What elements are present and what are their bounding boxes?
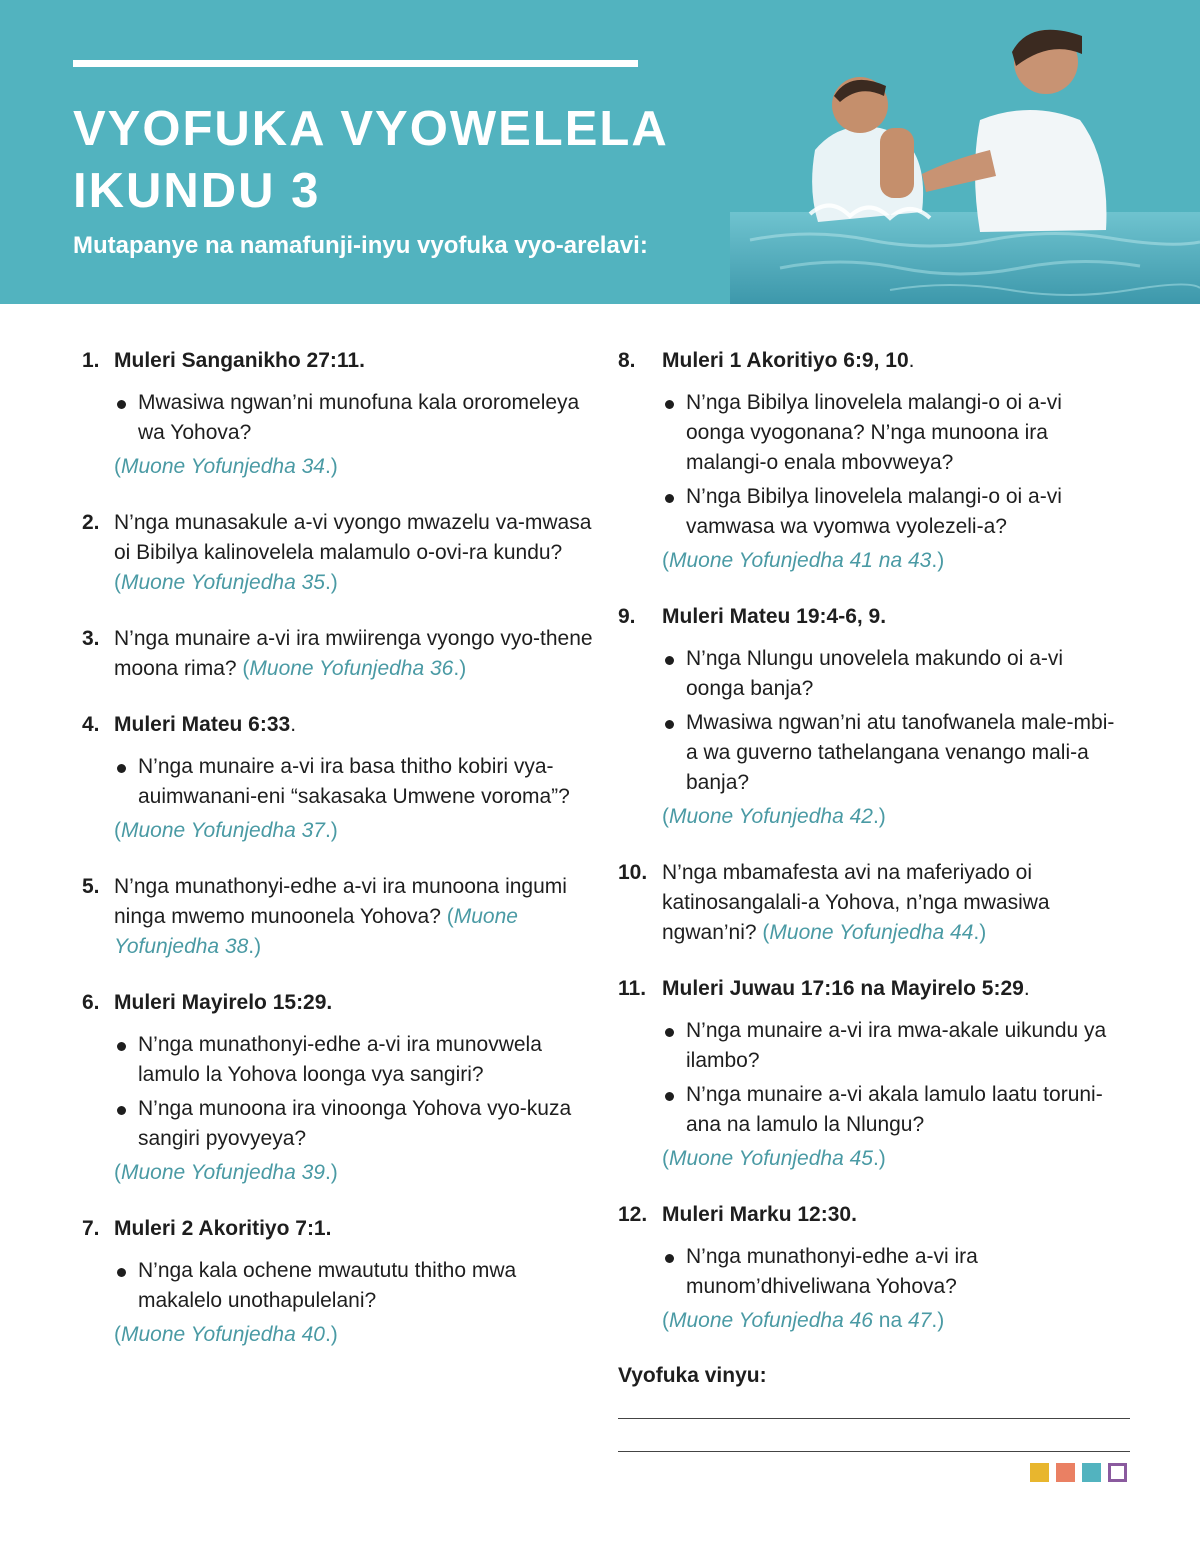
bullet-icon — [665, 1028, 674, 1037]
reference: (Muone Yofunjedha 34.) — [114, 455, 338, 478]
bullet-icon — [665, 1254, 674, 1263]
square-orange — [1056, 1463, 1075, 1482]
color-squares — [1030, 1463, 1127, 1482]
scripture-reading: Muleri 2 Akoritiyo 7:1. — [114, 1217, 332, 1240]
reference: (Muone Yofunjedha 37.) — [114, 819, 338, 842]
scripture-reading: Muleri Sanganikho 27:11. — [114, 349, 365, 372]
bullet-item: N’nga kala ochene mwaututu thitho mwa makalelo unothapulelani? — [114, 1256, 602, 1316]
question-text: N’nga munaire a-vi ira mwiirenga vyongo vyo-thene moona rima? (Muone Yofunjedha 36.) — [114, 627, 593, 680]
bullet-list — [662, 644, 1118, 798]
scripture-reading: Muleri Marku 12:30. — [662, 1203, 857, 1226]
question-number: 9. — [618, 605, 636, 628]
reference: (Muone Yofunjedha 42.) — [662, 805, 886, 828]
scripture-reading: Muleri Juwau 17:16 na Mayirelo 5:29. — [662, 977, 1030, 1000]
bullet-icon — [117, 1268, 126, 1277]
answer-line-1[interactable] — [618, 1418, 1130, 1419]
square-teal — [1082, 1463, 1101, 1482]
reference: (Muone Yofunjedha 40.) — [114, 1323, 338, 1346]
baptism-illustration — [690, 0, 1200, 304]
question-number: 2. — [82, 511, 100, 534]
square-yellow — [1030, 1463, 1049, 1482]
question-text: N’nga munathonyi-edhe a-vi ira munoona ingumi ninga mwemo munoonela Yohova? (Muone Yofunjedha 38.) — [114, 875, 567, 958]
bullet-icon — [665, 720, 674, 729]
answer-label: Vyofuka vinyu: — [618, 1364, 767, 1387]
reference: (Muone Yofunjedha 38.) — [114, 905, 518, 958]
question-number: 7. — [82, 1217, 100, 1240]
scripture-reading: Muleri Mateu 19:4-6, 9. — [662, 605, 887, 628]
page-title — [73, 98, 713, 222]
question-11 — [618, 974, 1118, 1174]
scripture-reading: Muleri 1 Akoritiyo 6:9, 10. — [662, 349, 915, 372]
bullet-list — [114, 752, 602, 812]
bullet-icon — [665, 1092, 674, 1101]
bullet-item: N’nga munaire a-vi ira basa thitho kobiri vya-auimwanani-eni “sakasaka Umwene voroma”? — [114, 752, 602, 812]
right-column — [618, 346, 1118, 1452]
question-4 — [82, 710, 602, 846]
bullet-item: Mwasiwa ngwan’ni atu tanofwanela male-mbi-a wa guverno tathelangana venango mali-a banja? — [662, 708, 1118, 798]
question-number: 6. — [82, 991, 100, 1014]
bullet-list — [662, 1242, 1118, 1302]
reference: (Muone Yofunjedha 41 na 43.) — [662, 549, 945, 572]
reference: (Muone Yofunjedha 45.) — [662, 1147, 886, 1170]
left-column — [82, 346, 602, 1350]
question-10 — [618, 858, 1118, 948]
question-text: N’nga mbamafesta avi na maferiyado oi katinosangalali-a Yohova, n’nga mwasiwa ngwan’ni? (Muone Yofunjedha 44.) — [662, 861, 1050, 944]
bullet-item: N’nga munaire a-vi akala lamulo laatu toruni-ana na lamulo la Nlungu? — [662, 1080, 1118, 1140]
bullet-item: N’nga munaire a-vi ira mwa-akale uikundu ya ilambo? — [662, 1016, 1118, 1076]
reference: (Muone Yofunjedha 36.) — [242, 657, 467, 680]
bullet-icon — [665, 400, 674, 409]
question-8 — [618, 346, 1118, 576]
reference: (Muone Yofunjedha 35.) — [114, 571, 338, 594]
question-number: 8. — [618, 349, 636, 372]
question-12 — [618, 1200, 1118, 1336]
question-number: 1. — [82, 349, 100, 372]
question-number: 12. — [618, 1203, 648, 1226]
scripture-reading: Muleri Mateu 6:33. — [114, 713, 297, 736]
bullet-list — [114, 1256, 602, 1316]
bullet-icon — [117, 764, 126, 773]
reference: (Muone Yofunjedha 44.) — [762, 921, 987, 944]
subtitle: Mutapanye na namafunji-inyu vyofuka vyo-arelavi: — [73, 232, 648, 259]
question-5 — [82, 872, 602, 962]
bullet-item: N’nga munathonyi-edhe a-vi ira munovwela lamulo la Yohova loonga vya sangiri? — [114, 1030, 602, 1090]
question-7 — [82, 1214, 602, 1350]
question-6 — [82, 988, 602, 1188]
question-number: 4. — [82, 713, 100, 736]
question-9 — [618, 602, 1118, 832]
bullet-icon — [117, 1042, 126, 1051]
title-line-2: IKUNDU 3 — [73, 164, 321, 218]
question-number: 3. — [82, 627, 100, 650]
question-1 — [82, 346, 602, 482]
reference: (Muone Yofunjedha 39.) — [114, 1161, 338, 1184]
bullet-item: N’nga munoona ira vinoonga Yohova vyo-kuza sangiri pyovyeya? — [114, 1094, 602, 1154]
bullet-icon — [665, 494, 674, 503]
bullet-icon — [665, 656, 674, 665]
bullet-list — [114, 1030, 602, 1154]
bullet-item: N’nga Bibilya linovelela malangi-o oi a-vi oonga vyogonana? N’nga munoona ira malangi-o enala mbovweya? — [662, 388, 1118, 478]
bullet-item: N’nga munathonyi-edhe a-vi ira munom’dhiveliwana Yohova? — [662, 1242, 1118, 1302]
scripture-reading: Muleri Mayirelo 15:29. — [114, 991, 333, 1014]
answer-line-2[interactable] — [618, 1451, 1130, 1452]
question-2 — [82, 508, 602, 598]
question-number: 5. — [82, 875, 100, 898]
bullet-item: Mwasiwa ngwan’ni munofuna kala ororomeleya wa Yohova? — [114, 388, 602, 448]
header-banner — [0, 0, 1200, 304]
bullet-item: N’nga Nlungu unovelela makundo oi a-vi oonga banja? — [662, 644, 1118, 704]
bullet-icon — [117, 400, 126, 409]
bullet-item: N’nga Bibilya linovelela malangi-o oi a-vi vamwasa wa vyomwa vyolezeli-a? — [662, 482, 1118, 542]
header-rule — [73, 60, 638, 67]
question-3 — [82, 624, 602, 684]
square-purple-outline — [1108, 1463, 1127, 1482]
reference: (Muone Yofunjedha 46 na 47.) — [662, 1309, 945, 1332]
question-number: 10. — [618, 861, 648, 884]
question-number: 11. — [618, 977, 647, 1000]
bullet-list — [114, 388, 602, 448]
title-line-1: VYOFUKA VYOWELELA — [73, 102, 669, 156]
bullet-list — [662, 388, 1118, 542]
bullet-icon — [117, 1106, 126, 1115]
question-text: N’nga munasakule a-vi vyongo mwazelu va-mwasa oi Bibilya kalinovelela malamulo o-ovi-ra kundu? (Muone Yofunjedha 35.) — [114, 511, 592, 594]
bullet-list — [662, 1016, 1118, 1140]
